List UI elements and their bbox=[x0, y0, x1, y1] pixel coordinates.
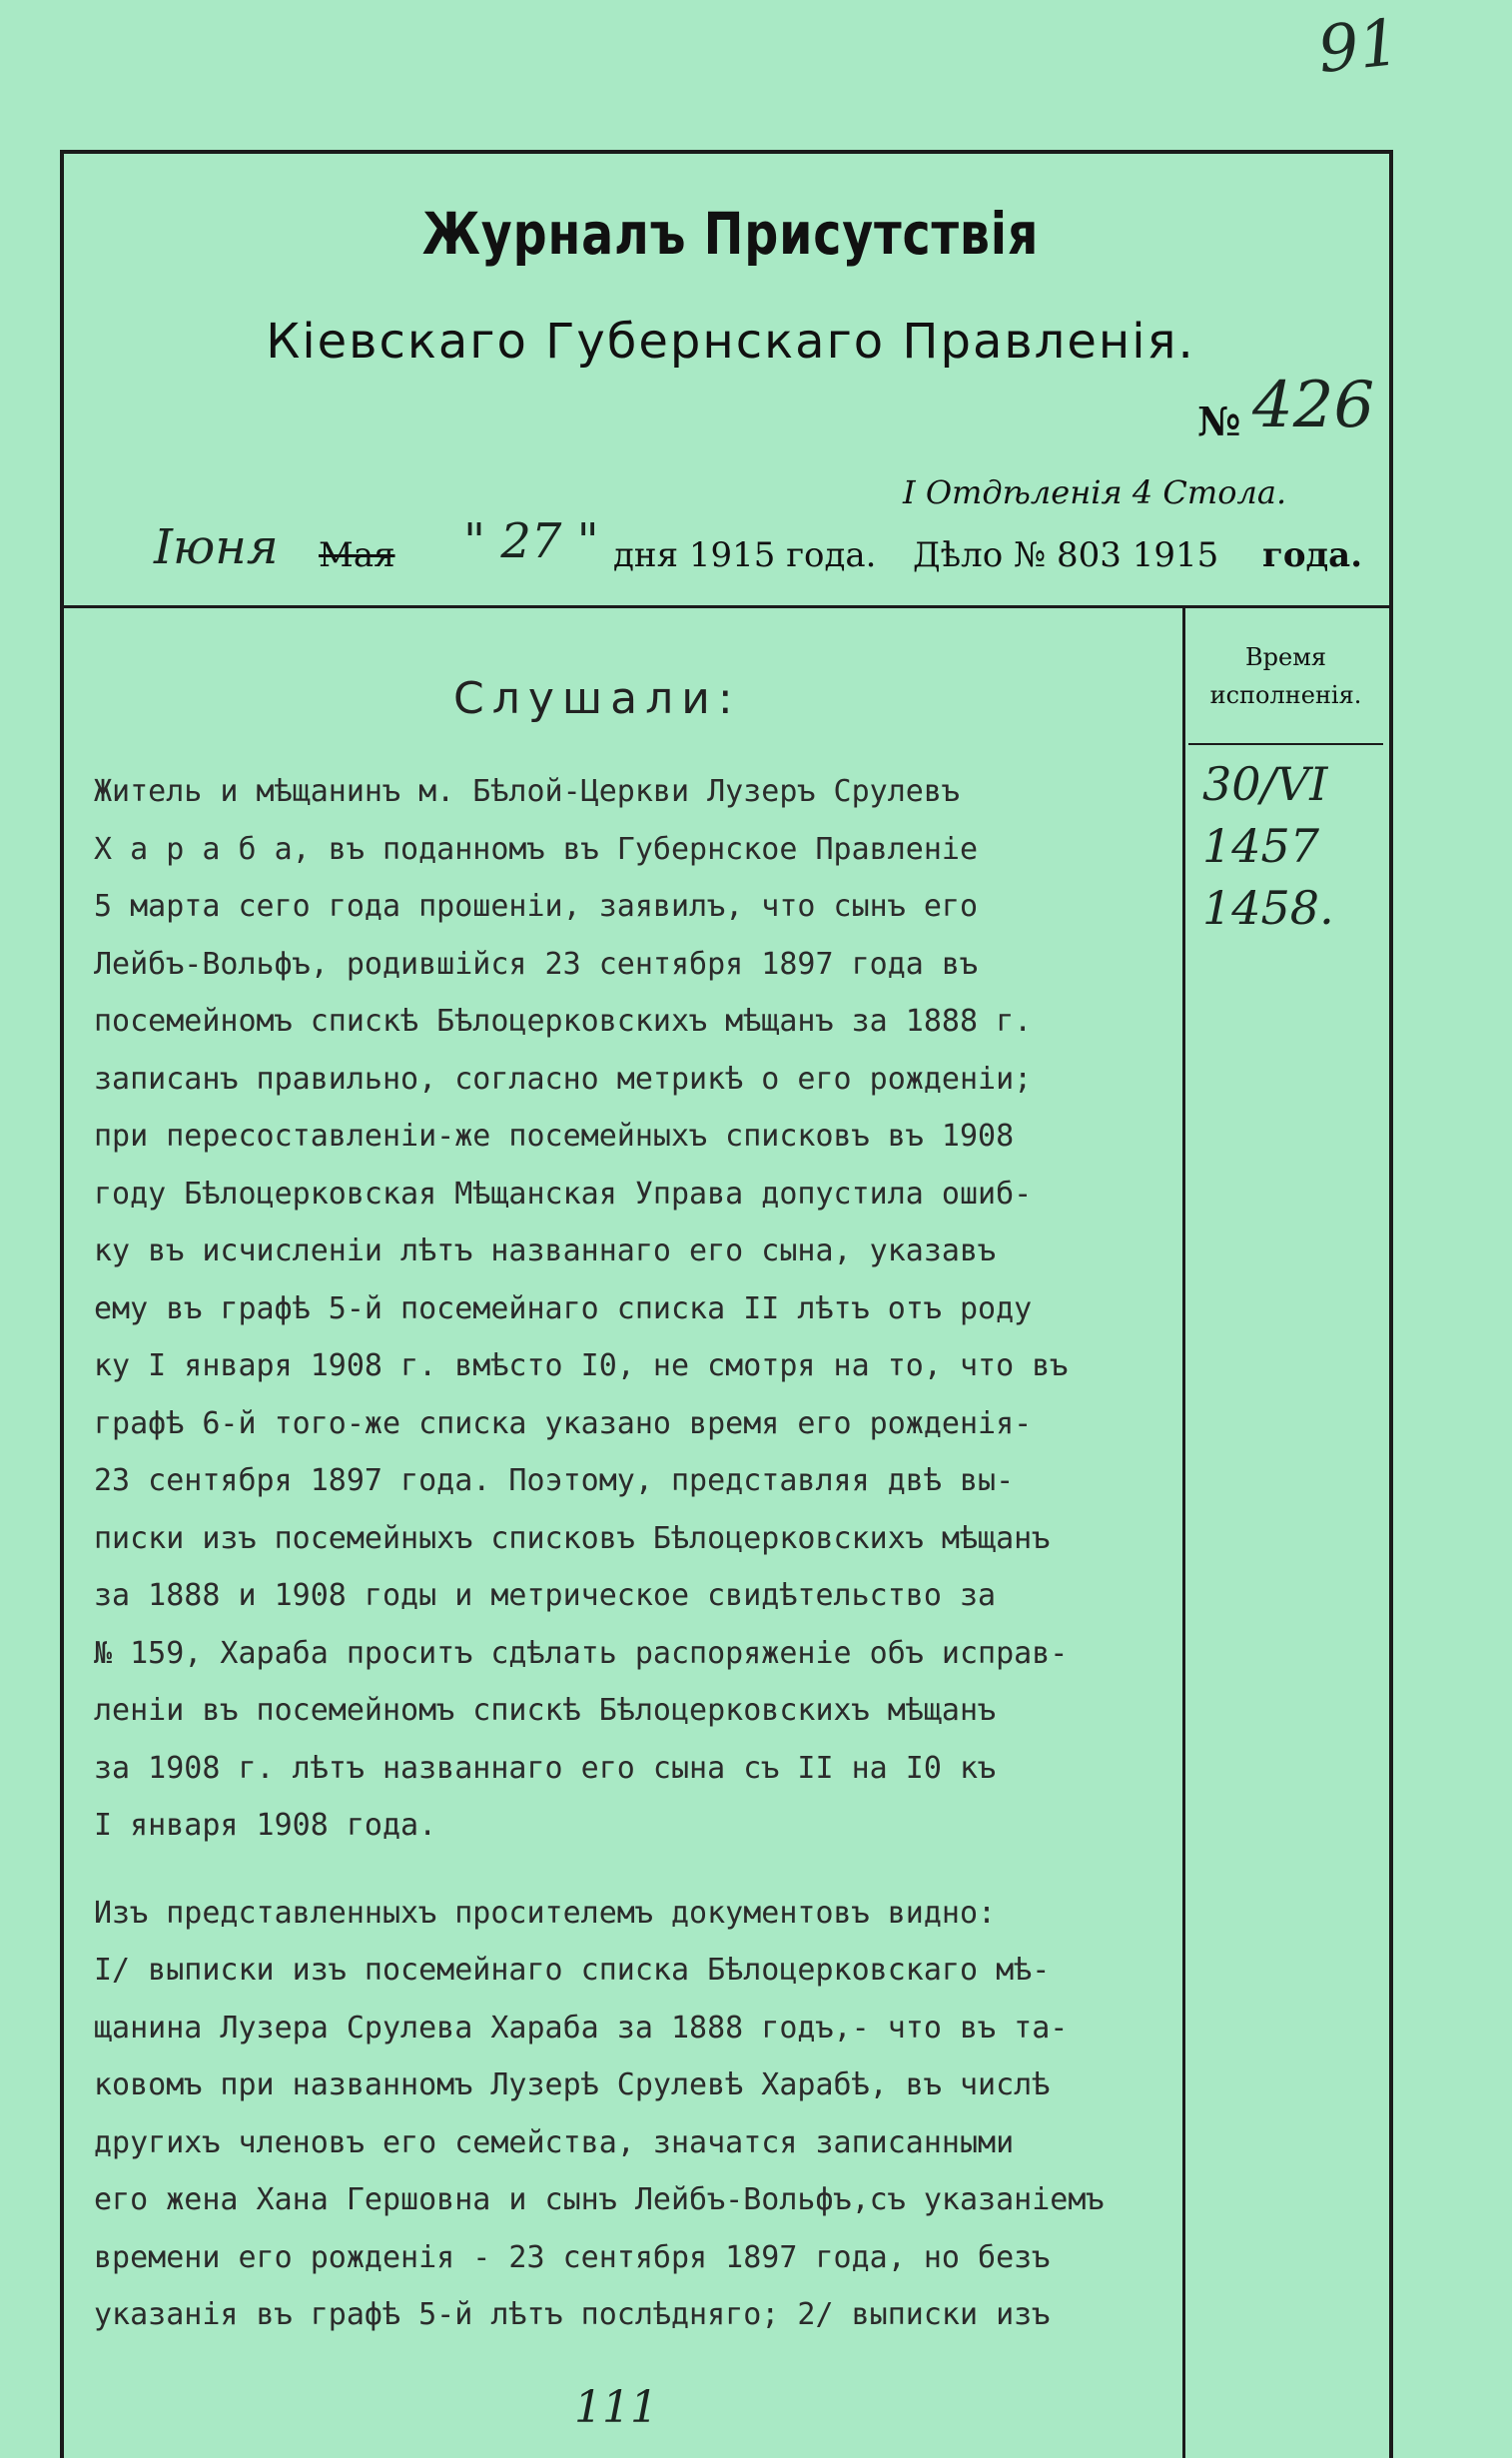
body-line: I января 1908 года. bbox=[94, 1808, 437, 1843]
execution-time-rule bbox=[1188, 743, 1383, 745]
body-line: леніи въ посемейномъ спискѣ Бѣлоцерковскихъ мѣщанъ bbox=[94, 1693, 997, 1728]
number-label: № bbox=[1197, 399, 1241, 445]
body-line: 5 марта сего года прошеніи, заявилъ, что сынъ его bbox=[94, 889, 979, 924]
case-year-word: года. bbox=[1262, 535, 1363, 575]
execution-time-entries bbox=[1202, 753, 1382, 939]
section-heading: Слушали: bbox=[453, 673, 741, 724]
journal-frame bbox=[60, 150, 1393, 2458]
body-line: его жена Хана Гершовна и сынъ Лейбъ-Вольфъ,съ указаніемъ bbox=[94, 2182, 1105, 2217]
time-entry: 1458. bbox=[1202, 881, 1334, 935]
journal-title: Журналъ Присутствія bbox=[421, 200, 1040, 268]
journal-subtitle: Кіевскаго Губернскаго Правленія. bbox=[266, 314, 1195, 370]
body-line: записанъ правильно, согласно метрикѣ о его рожденіи; bbox=[94, 1061, 1033, 1097]
corner-page-note: 91 bbox=[1314, 5, 1404, 89]
body-line: ему въ графѣ 5-й посемейнаго списка II лѣтъ отъ роду bbox=[94, 1290, 1033, 1326]
body-line: году Бѣлоцерковская Мѣщанская Управа допустила ошиб- bbox=[94, 1176, 1033, 1212]
body-line: Житель и мѣщанинъ м. Бѣлой-Церкви Лузеръ Срулевъ bbox=[94, 774, 960, 809]
paragraph-gap bbox=[94, 1855, 1182, 1885]
journal-number-handwritten: 426 bbox=[1252, 369, 1375, 442]
body-line: Изъ представленныхъ просителемъ документовъ видно: bbox=[94, 1895, 997, 1931]
month-handwritten: Іюня bbox=[154, 519, 279, 575]
body-line: за 1908 г. лѣтъ названнаго его сына съ II на I0 къ bbox=[94, 1750, 997, 1786]
body-line: при пересоставленіи-же посемейныхъ списковъ въ 1908 bbox=[94, 1119, 1015, 1154]
body-line: графѣ 6-й того-же списка указано время его рожденія- bbox=[94, 1405, 1033, 1441]
header-divider bbox=[64, 605, 1389, 608]
body-line: щанина Лузера Срулева Хараба за 1888 годъ,- что въ та- bbox=[94, 2010, 1069, 2046]
body-line: писки изъ посемейныхъ списковъ Бѣлоцерковскихъ мѣщанъ bbox=[94, 1520, 1051, 1556]
date-rest: дня 1915 года. bbox=[613, 535, 877, 575]
body-line: указанія въ графѣ 5-й лѣтъ послѣдняго; 2/ выписки изъ bbox=[94, 2297, 1051, 2332]
body-line: ку въ исчисленіи лѣтъ названнаго его сына, указавъ bbox=[94, 1233, 997, 1268]
body-line: I/ выписки изъ посемейнаго списка Бѣлоцерковскаго мѣ- bbox=[94, 1953, 1051, 1988]
department-line: I Отдѣленія 4 Стола. bbox=[903, 473, 1287, 511]
body-line: № 159, Хараба проситъ сдѣлать распоряженіе объ исправ- bbox=[94, 1635, 1069, 1671]
body-line: времени его рожденія - 23 сентября 1897 года, но безъ bbox=[94, 2239, 1051, 2275]
month-struck: Мая bbox=[319, 535, 395, 575]
column-divider bbox=[1182, 608, 1185, 2458]
time-entry: 1457 bbox=[1202, 819, 1320, 873]
body-line: ку I января 1908 г. вмѣсто I0, не смотря на то, что въ bbox=[94, 1348, 1069, 1383]
day-handwritten: " 27 " bbox=[463, 513, 599, 569]
body-line: ковомъ при названномъ Лузерѣ Срулевѣ Харабѣ, въ числѣ bbox=[94, 2067, 1051, 2102]
bottom-mark: 111 bbox=[574, 2382, 658, 2433]
body-line: за 1888 и 1908 годы и метрическое свидѣтельство за bbox=[94, 1578, 997, 1613]
execution-time-header: Время исполненія. bbox=[1209, 643, 1362, 709]
body-line: 23 сентября 1897 года. Поэтому, представляя двѣ вы- bbox=[94, 1463, 1015, 1498]
time-entry: 30/VI bbox=[1202, 757, 1328, 811]
body-line: другихъ членовъ его семейства, значатся записанными bbox=[94, 2124, 1015, 2160]
date-line bbox=[134, 513, 1372, 593]
body-line: Х а р а б а, въ поданномъ въ Губернское Правленіе bbox=[94, 831, 979, 867]
document-body bbox=[94, 763, 1182, 2344]
body-line: Лейбъ-Вольфъ, родившійся 23 сентября 1897 года въ bbox=[94, 946, 979, 982]
body-line: посемейномъ спискѣ Бѣлоцерковскихъ мѣщанъ за 1888 г. bbox=[94, 1004, 1033, 1039]
case-number: Дѣло № 803 1915 bbox=[913, 535, 1219, 575]
